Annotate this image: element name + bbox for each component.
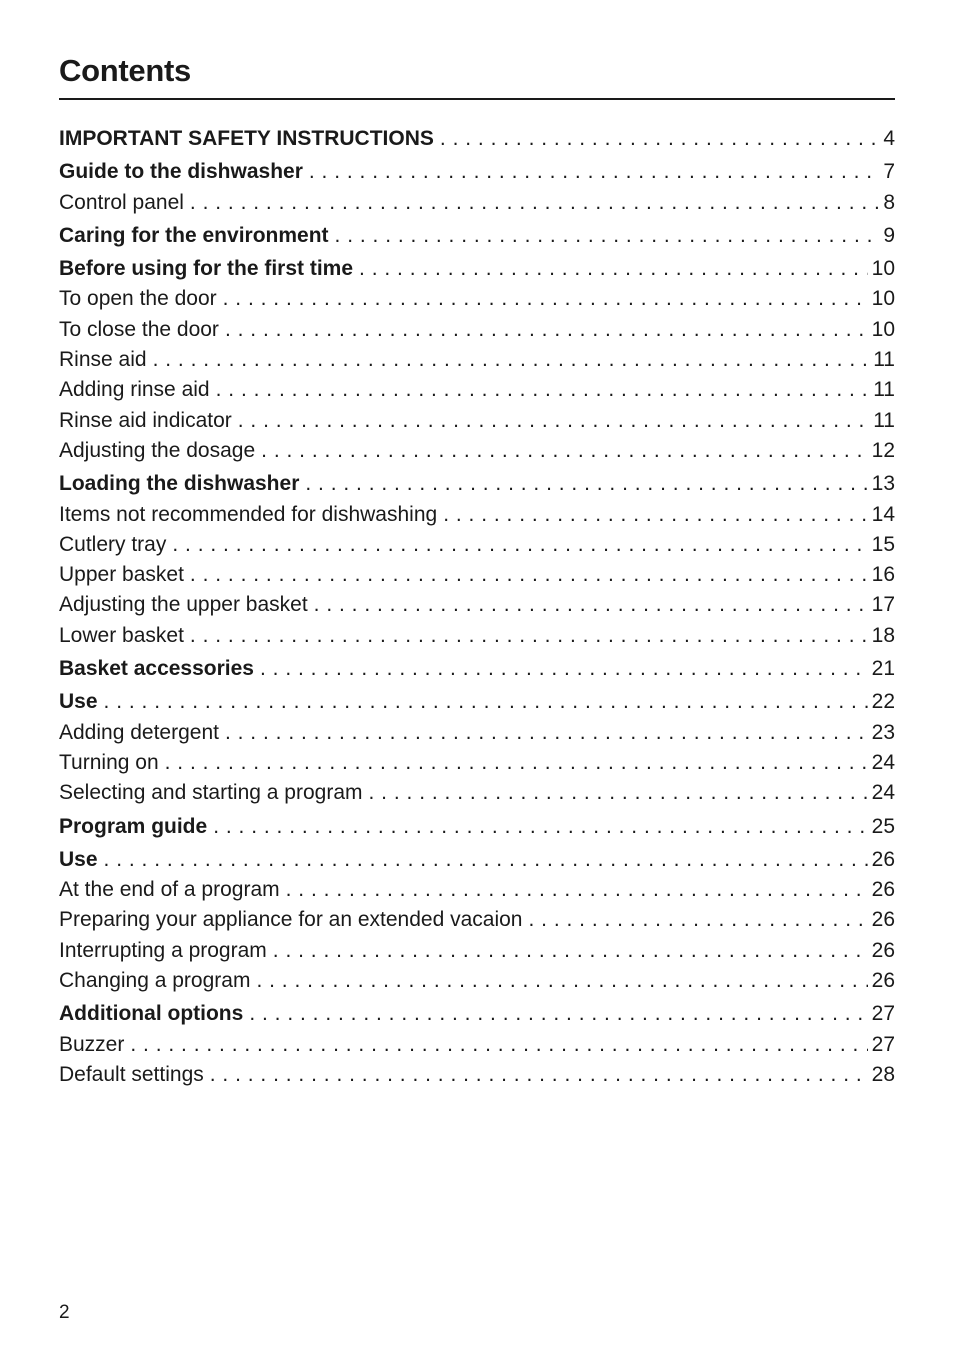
toc-entry[interactable] — [59, 406, 895, 436]
toc-dot-leader — [443, 500, 867, 530]
toc-entry[interactable] — [59, 436, 895, 466]
toc-entry-label: Additional options — [59, 1002, 244, 1026]
toc-entry-page: 26 — [871, 938, 895, 962]
toc-dot-leader — [261, 436, 867, 466]
toc-entry[interactable] — [59, 999, 895, 1029]
toc-entry[interactable] — [59, 530, 895, 560]
toc-entry-page: 15 — [871, 532, 895, 556]
toc-entry-page: 12 — [871, 438, 895, 462]
toc-entry-page: 10 — [871, 287, 895, 311]
toc-entry-label: Preparing your appliance for an extended vacaion — [59, 908, 523, 932]
toc-dot-leader — [305, 469, 867, 499]
toc-entry-page: 4 — [883, 127, 895, 150]
toc-entry[interactable] — [59, 221, 895, 251]
toc-dot-leader — [153, 345, 870, 375]
toc-entry-label: Adjusting the upper basket — [59, 593, 308, 617]
toc-dot-leader — [225, 315, 868, 345]
toc-entry-label: Interrupting a program — [59, 938, 267, 962]
toc-entry[interactable] — [59, 590, 895, 620]
toc-entry-page: 17 — [871, 593, 895, 617]
toc-dot-leader — [314, 590, 868, 620]
toc-entry-label: At the end of a program — [59, 878, 280, 902]
toc-entry[interactable] — [59, 1030, 895, 1060]
toc-entry-label: Turning on — [59, 750, 159, 774]
toc-entry[interactable] — [59, 560, 895, 590]
toc-entry-label: Upper basket — [59, 563, 184, 587]
toc-entry-label: Basket accessories — [59, 657, 254, 681]
toc-entry[interactable] — [59, 254, 895, 284]
toc-entry-label: Rinse aid — [59, 348, 147, 372]
toc-dot-leader — [369, 778, 868, 808]
toc-entry-label: Loading the dishwasher — [59, 472, 300, 496]
toc-entry-page: 28 — [871, 1062, 895, 1086]
toc-entry-label: Adding rinse aid — [59, 378, 210, 402]
toc-entry-page: 7 — [883, 160, 895, 184]
toc-dot-leader — [213, 812, 867, 842]
toc-dot-leader — [225, 718, 868, 748]
toc-dot-leader — [260, 654, 868, 684]
toc-entry-label: To open the door — [59, 287, 217, 311]
toc-entry-page: 23 — [871, 720, 895, 744]
toc-entry-label: Changing a program — [59, 969, 251, 993]
toc-dot-leader — [210, 1060, 868, 1090]
toc-entry-page: 11 — [873, 348, 895, 372]
toc-entry-page: 24 — [871, 750, 895, 774]
title-divider — [59, 98, 895, 100]
toc-dot-leader — [223, 284, 868, 314]
toc-entry-label: Adjusting the dosage — [59, 438, 256, 462]
toc-entry[interactable] — [59, 345, 895, 375]
toc-entry-label: To close the door — [59, 317, 219, 341]
toc-entry-page: 27 — [871, 1002, 895, 1026]
toc-dot-leader — [190, 560, 868, 590]
toc-entry[interactable] — [59, 687, 895, 717]
toc-entry-page: 13 — [871, 472, 895, 496]
page-number: 2 — [59, 1302, 70, 1323]
toc-dot-leader — [359, 254, 868, 284]
toc-dot-leader — [286, 875, 868, 905]
toc-entry-label: Rinse aid indicator — [59, 408, 232, 432]
toc-dot-leader — [309, 157, 879, 187]
toc-entry-page: 25 — [871, 814, 895, 838]
toc-entry-page: 11 — [873, 378, 895, 402]
toc-entry-page: 22 — [871, 690, 895, 714]
page-title: Contents — [59, 53, 191, 88]
toc-entry-page: 11 — [873, 408, 895, 432]
toc-dot-leader — [238, 406, 869, 436]
toc-entry[interactable] — [59, 1060, 895, 1090]
toc-entry-label: Caring for the environment — [59, 223, 329, 247]
toc-dot-leader — [104, 687, 868, 717]
toc-entry[interactable] — [59, 157, 895, 187]
toc-entry-label: Items not recommended for dishwashing — [59, 502, 438, 526]
toc-entry-label: Lower basket — [59, 623, 184, 647]
toc-entry-label: Default settings — [59, 1062, 204, 1086]
toc-entry[interactable] — [59, 654, 895, 684]
toc-entry[interactable] — [59, 845, 895, 875]
toc-entry[interactable] — [59, 875, 895, 905]
toc-entry[interactable] — [59, 375, 895, 405]
toc-dot-leader — [104, 845, 868, 875]
toc-entry[interactable] — [59, 315, 895, 345]
toc-entry-label: Guide to the dishwasher — [59, 160, 303, 184]
toc-entry-label: Before using for the first time — [59, 257, 354, 281]
toc-entry-label: Selecting and starting a program — [59, 781, 363, 805]
toc-entry-label: IMPORTANT SAFETY INSTRUCTIONS — [59, 127, 434, 150]
toc-dot-leader — [130, 1030, 867, 1060]
toc-entry-page: 26 — [871, 847, 895, 871]
toc-entry-label: Adding detergent — [59, 720, 219, 744]
toc-entry-label: Use — [59, 847, 98, 871]
toc-entry-page: 26 — [871, 908, 895, 932]
toc-entry-label: Cutlery tray — [59, 532, 167, 556]
table-of-contents — [59, 124, 895, 1090]
toc-entry-page: 21 — [871, 657, 895, 681]
toc-entry[interactable] — [59, 778, 895, 808]
toc-entry[interactable] — [59, 124, 895, 154]
toc-entry[interactable] — [59, 936, 895, 966]
toc-entry[interactable] — [59, 469, 895, 499]
toc-entry-page: 27 — [871, 1032, 895, 1056]
toc-entry[interactable] — [59, 188, 895, 218]
toc-entry-page: 10 — [871, 317, 895, 341]
toc-entry[interactable] — [59, 284, 895, 314]
toc-dot-leader — [190, 621, 868, 651]
toc-entry-label: Control panel — [59, 190, 184, 214]
toc-dot-leader — [440, 124, 879, 154]
toc-entry[interactable] — [59, 966, 895, 996]
toc-entry-page: 26 — [871, 878, 895, 902]
toc-dot-leader — [273, 936, 868, 966]
toc-entry[interactable] — [59, 621, 895, 651]
toc-dot-leader — [249, 999, 867, 1029]
toc-entry[interactable] — [59, 905, 895, 935]
toc-entry[interactable] — [59, 718, 895, 748]
toc-dot-leader — [165, 748, 868, 778]
toc-dot-leader — [528, 905, 867, 935]
toc-entry-label: Use — [59, 690, 98, 714]
toc-entry-page: 10 — [871, 257, 895, 281]
toc-entry-page: 16 — [871, 563, 895, 587]
toc-dot-leader — [256, 966, 867, 996]
toc-dot-leader — [216, 375, 870, 405]
toc-entry-page: 8 — [883, 190, 895, 214]
toc-entry-label: Buzzer — [59, 1032, 125, 1056]
toc-entry[interactable] — [59, 500, 895, 530]
toc-entry-label: Program guide — [59, 814, 208, 838]
toc-entry-page: 24 — [871, 781, 895, 805]
toc-entry[interactable] — [59, 748, 895, 778]
toc-entry-page: 18 — [871, 623, 895, 647]
toc-dot-leader — [172, 530, 867, 560]
toc-entry[interactable] — [59, 812, 895, 842]
toc-entry-page: 26 — [871, 969, 895, 993]
toc-dot-leader — [190, 188, 879, 218]
toc-dot-leader — [335, 221, 880, 251]
toc-entry-page: 14 — [871, 502, 895, 526]
toc-entry-page: 9 — [883, 223, 895, 247]
